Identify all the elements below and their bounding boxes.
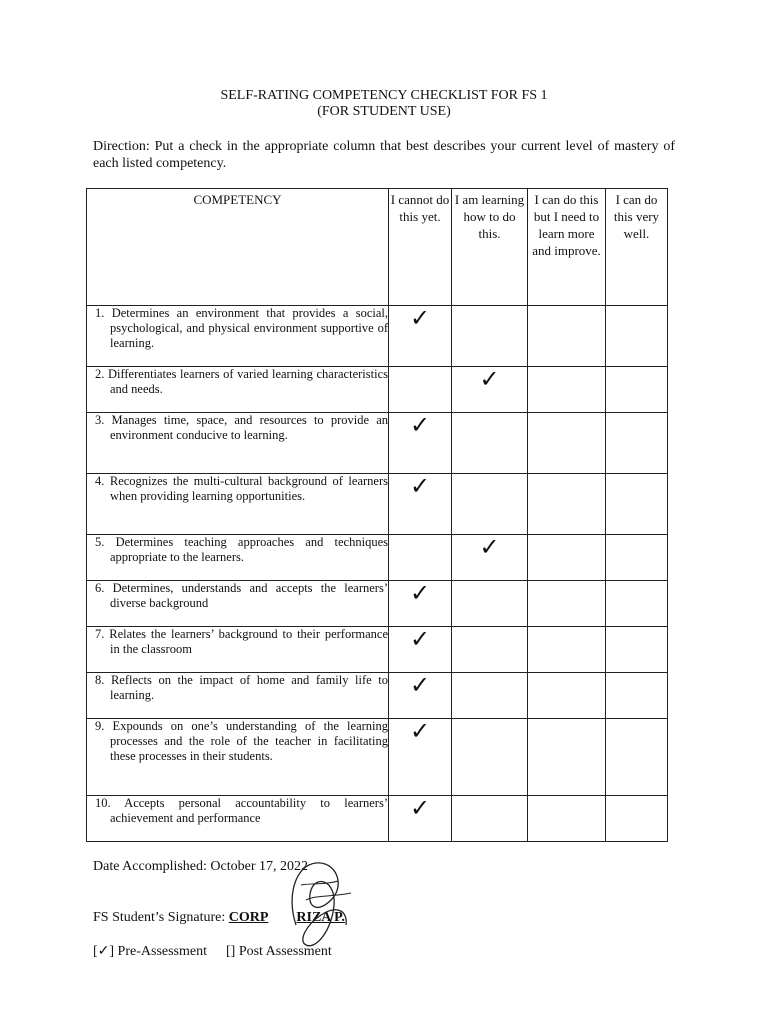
date-label: Date Accomplished: [93,859,207,874]
competency-cell [87,627,389,673]
rating-cell-1[interactable] [389,627,452,673]
rating-cell-4[interactable] [606,581,668,627]
rating-cell-4[interactable] [606,413,668,474]
competency-text: 5. Determines teaching approaches and techniques appropriate to the learners. [95,535,388,564]
header-need-to-improve: I can do this but I need to learn more and improve. [528,189,606,306]
competency-cell [87,413,389,474]
title-line-1: SELF-RATING COMPETENCY CHECKLIST FOR FS 1 [220,88,548,103]
rating-cell-3[interactable] [528,413,606,474]
competency-text: 2. Differentiates learners of varied learning characteristics and needs. [95,367,388,396]
rating-cell-2[interactable] [452,796,528,842]
rating-cell-2[interactable] [452,627,528,673]
rating-cell-1[interactable] [389,796,452,842]
table-row [87,367,668,413]
assessment-type [93,943,332,960]
document-title [0,88,768,120]
checkmark-icon: ✓ [409,474,431,500]
header-cannot-do-yet: I cannot do this yet. [389,189,452,306]
rating-cell-1[interactable] [389,535,452,581]
rating-cell-2[interactable] [452,581,528,627]
rating-cell-4[interactable] [606,535,668,581]
signature-label: FS Student’s Signature: [93,910,226,925]
competency-cell [87,306,389,367]
rating-cell-4[interactable] [606,306,668,367]
checkmark-icon: ✓ [409,673,431,699]
rating-cell-3[interactable] [528,306,606,367]
table-row [87,474,668,535]
rating-cell-1[interactable] [389,719,452,796]
table-row [87,413,668,474]
post-assessment-option[interactable]: [] Post Assessment [226,944,332,959]
rating-cell-1[interactable] [389,581,452,627]
competency-checklist-table [86,188,668,842]
competency-cell [87,535,389,581]
competency-text: 1. Determines an environment that provides a social, psychological, and physical environment supportive of learning. [95,306,388,350]
competency-text: 4. Recognizes the multi-cultural background of learners when providing learning opportunities. [95,474,388,503]
rating-cell-2[interactable] [452,719,528,796]
rating-cell-4[interactable] [606,367,668,413]
rating-cell-1[interactable] [389,413,452,474]
table-row [87,581,668,627]
direction-text: Direction: Put a check in the appropriate column that best describes your current level of mastery of each listed competency. [93,139,675,171]
checkmark-icon: ✓ [409,306,431,332]
rating-cell-3[interactable] [528,535,606,581]
rating-cell-3[interactable] [528,581,606,627]
rating-cell-2[interactable] [452,535,528,581]
rating-cell-4[interactable] [606,627,668,673]
student-name-start: CORP [228,910,269,925]
competency-text: 9. Expounds on one’s understanding of the learning processes and the role of the teacher in facilitating these processes in their students. [95,719,388,763]
competency-text: 3. Manages time, space, and resources to provide an environment conducive to learning. [95,413,388,442]
rating-cell-4[interactable] [606,673,668,719]
rating-cell-4[interactable] [606,474,668,535]
rating-cell-4[interactable] [606,719,668,796]
rating-cell-2[interactable] [452,306,528,367]
table-header-row [87,189,668,306]
table-row [87,535,668,581]
rating-cell-4[interactable] [606,796,668,842]
checkmark-icon: ✓ [409,413,431,439]
rating-cell-3[interactable] [528,367,606,413]
competency-cell [87,719,389,796]
rating-cell-2[interactable] [452,474,528,535]
rating-cell-1[interactable] [389,367,452,413]
checkmark-icon: ✓ [409,627,431,653]
checkmark-icon: ✓ [479,367,500,393]
rating-cell-3[interactable] [528,796,606,842]
handwritten-signature [276,855,366,955]
competency-cell [87,673,389,719]
header-very-well: I can do this very well. [606,189,668,306]
competency-text: 7. Relates the learners’ background to their performance in the classroom [95,627,388,656]
rating-cell-1[interactable] [389,673,452,719]
rating-cell-3[interactable] [528,673,606,719]
competency-cell [87,581,389,627]
header-competency: COMPETENCY [87,189,389,306]
competency-text: 6. Determines, understands and accepts the learners’ diverse background [95,581,388,610]
header-learning-how: I am learning how to do this. [452,189,528,306]
rating-cell-1[interactable] [389,474,452,535]
competency-text: 8. Reflects on the impact of home and family life to learning. [95,673,388,702]
table-row [87,796,668,842]
table-row [87,673,668,719]
student-name-end: RIZA P. [296,910,345,925]
table-row [87,306,668,367]
rating-cell-3[interactable] [528,719,606,796]
rating-cell-2[interactable] [452,413,528,474]
pre-assessment-option[interactable]: [✓] Pre-Assessment [93,944,207,959]
rating-cell-3[interactable] [528,627,606,673]
rating-cell-1[interactable] [389,306,452,367]
rating-cell-3[interactable] [528,474,606,535]
checkmark-icon: ✓ [409,581,431,607]
table-row [87,627,668,673]
table-row [87,719,668,796]
checkmark-icon: ✓ [409,719,431,745]
competency-cell [87,474,389,535]
date-value: October 17, 2022 [210,859,309,874]
checkmark-icon: ✓ [479,535,500,561]
rating-cell-2[interactable] [452,367,528,413]
competency-cell [87,796,389,842]
competency-text: 10. Accepts personal accountability to learners’ achievement and performance [95,796,388,825]
checkmark-icon: ✓ [409,796,431,822]
competency-cell [87,367,389,413]
rating-cell-2[interactable] [452,673,528,719]
title-line-2: (FOR STUDENT USE) [317,104,451,119]
